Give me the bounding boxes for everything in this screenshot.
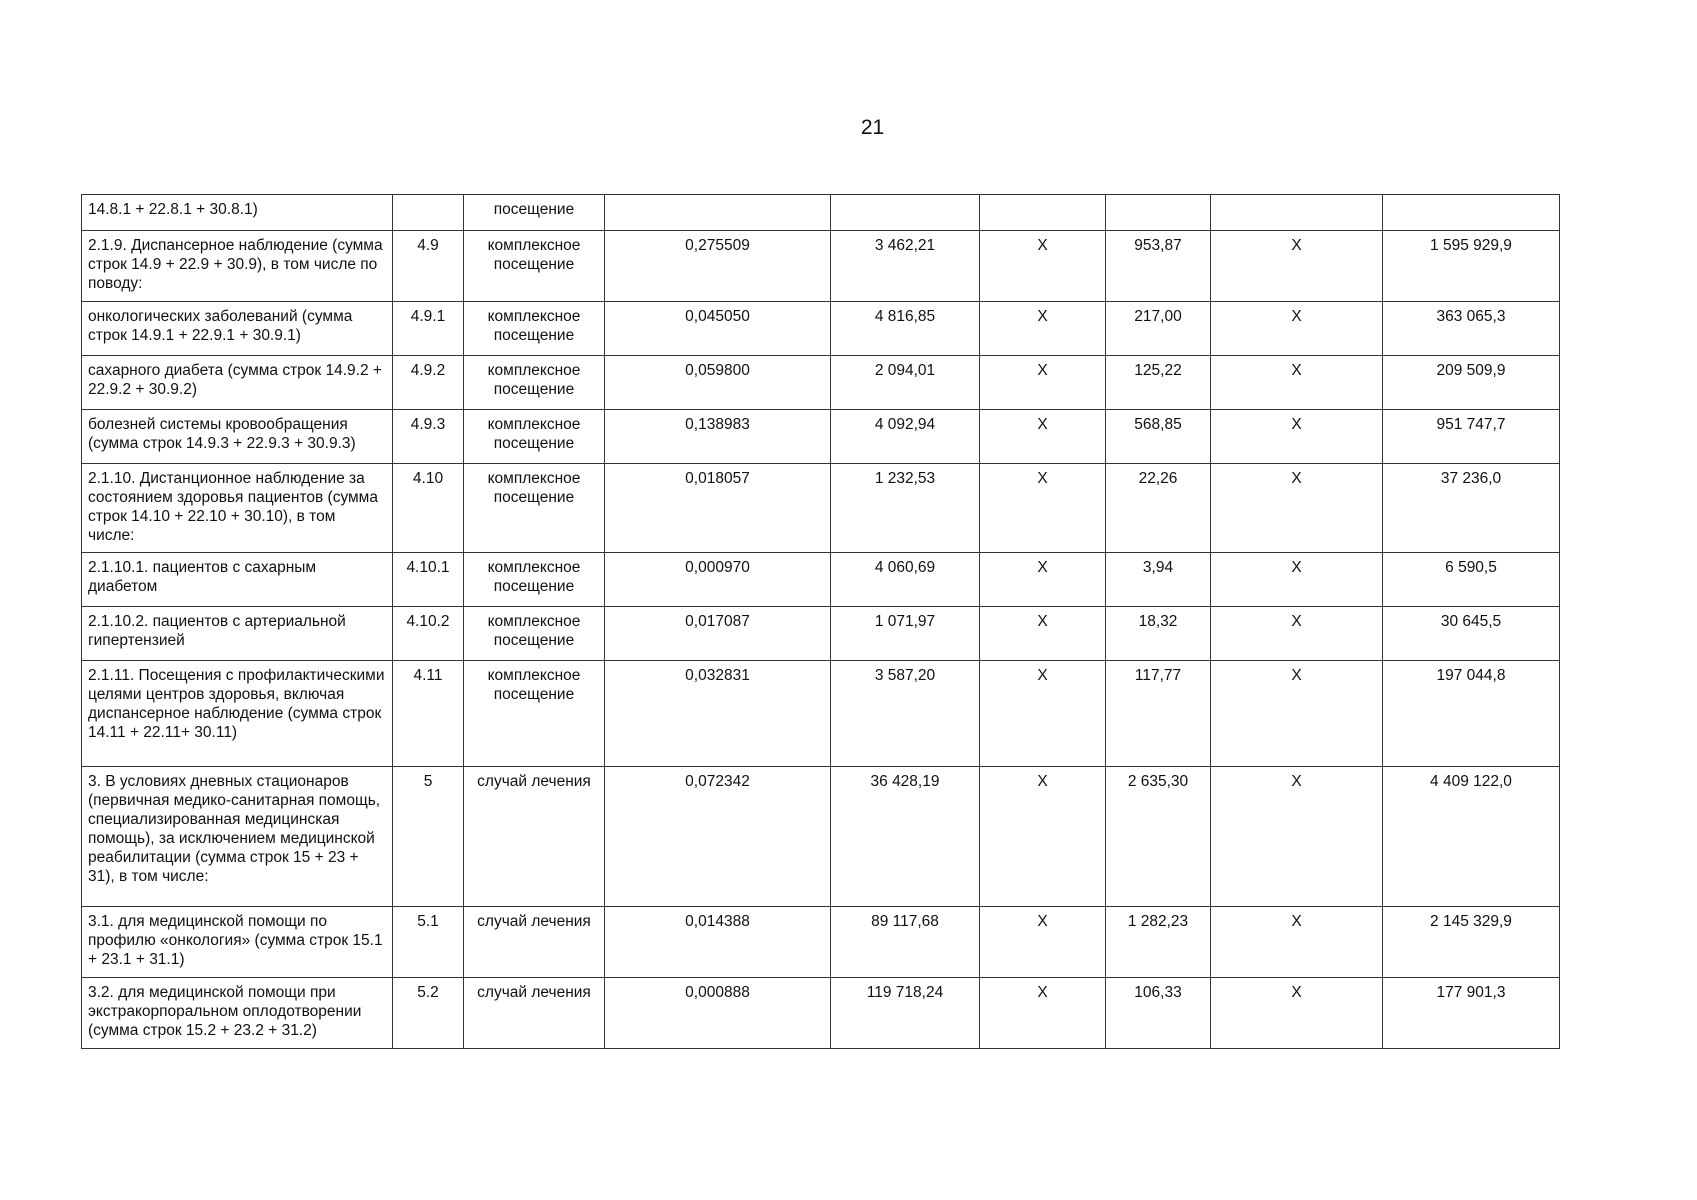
table-row: [82, 410, 1560, 464]
row-x2-cell: Х: [1211, 231, 1383, 302]
row-cost-cell: 4 060,69: [831, 553, 980, 607]
table-row: [82, 661, 1560, 767]
row-code-cell: 5.2: [393, 978, 464, 1049]
row-code-cell: 4.11: [393, 661, 464, 767]
row-per-capita-cell: 953,87: [1106, 231, 1211, 302]
table-row: [82, 231, 1560, 302]
row-norm-cell: 0,014388: [605, 907, 831, 978]
row-name-cell: 3.2. для медицинской помощи при экстракорпоральном оплодотворении (сумма строк 15.2 + 23.2 + 31.2): [82, 978, 393, 1049]
row-norm-cell: 0,000888: [605, 978, 831, 1049]
row-code-cell: 4.9.3: [393, 410, 464, 464]
row-x2-cell: Х: [1211, 302, 1383, 356]
row-unit-cell: посещение: [464, 195, 605, 231]
row-x2-cell: Х: [1211, 978, 1383, 1049]
row-x2-cell: Х: [1211, 464, 1383, 553]
row-cost-cell: 4 092,94: [831, 410, 980, 464]
row-name-cell: сахарного диабета (сумма строк 14.9.2 + 22.9.2 + 30.9.2): [82, 356, 393, 410]
row-x2-cell: Х: [1211, 410, 1383, 464]
row-code-cell: 4.10: [393, 464, 464, 553]
row-x1-cell: [980, 195, 1106, 231]
row-code-cell: 4.10.2: [393, 607, 464, 661]
row-cost-cell: 1 232,53: [831, 464, 980, 553]
table-row: [82, 553, 1560, 607]
row-x1-cell: Х: [980, 302, 1106, 356]
row-total-cell: 2 145 329,9: [1383, 907, 1560, 978]
row-norm-cell: 0,017087: [605, 607, 831, 661]
row-x2-cell: Х: [1211, 553, 1383, 607]
row-unit-cell: комплексное посещение: [464, 607, 605, 661]
row-total-cell: [1383, 195, 1560, 231]
row-unit-cell: комплексное посещение: [464, 410, 605, 464]
row-total-cell: 197 044,8: [1383, 661, 1560, 767]
row-code-cell: 4.10.1: [393, 553, 464, 607]
table-row: [82, 195, 1560, 231]
row-x1-cell: Х: [980, 356, 1106, 410]
row-cost-cell: [831, 195, 980, 231]
row-total-cell: 209 509,9: [1383, 356, 1560, 410]
row-name-cell: 3. В условиях дневных стационаров (первичная медико-санитарная помощь, специализированная медицинская помощь), за исключением медицинской реабилитации (сумма строк 15 + 23 + 31), в том числе:: [82, 767, 393, 907]
row-name-cell: 3.1. для медицинской помощи по профилю «онкология» (сумма строк 15.1 + 23.1 + 31.1): [82, 907, 393, 978]
row-name-cell: онкологических заболеваний (сумма строк 14.9.1 + 22.9.1 + 30.9.1): [82, 302, 393, 356]
row-x1-cell: Х: [980, 553, 1106, 607]
table-row: [82, 767, 1560, 907]
row-x1-cell: Х: [980, 231, 1106, 302]
row-code-cell: 5.1: [393, 907, 464, 978]
row-norm-cell: 0,059800: [605, 356, 831, 410]
page-number: 21: [860, 116, 885, 139]
row-per-capita-cell: 217,00: [1106, 302, 1211, 356]
row-unit-cell: комплексное посещение: [464, 302, 605, 356]
row-unit-cell: комплексное посещение: [464, 231, 605, 302]
row-per-capita-cell: 3,94: [1106, 553, 1211, 607]
row-per-capita-cell: 568,85: [1106, 410, 1211, 464]
row-norm-cell: 0,000970: [605, 553, 831, 607]
row-code-cell: 4.9.1: [393, 302, 464, 356]
row-total-cell: 1 595 929,9: [1383, 231, 1560, 302]
row-unit-cell: случай лечения: [464, 907, 605, 978]
row-code-cell: 5: [393, 767, 464, 907]
row-name-cell: 2.1.10. Дистанционное наблюдение за состоянием здоровья пациентов (сумма строк 14.10 + 22.10 + 30.10), в том числе:: [82, 464, 393, 553]
row-unit-cell: комплексное посещение: [464, 464, 605, 553]
row-total-cell: 951 747,7: [1383, 410, 1560, 464]
row-x1-cell: Х: [980, 978, 1106, 1049]
row-x1-cell: Х: [980, 767, 1106, 907]
row-name-cell: 2.1.10.1. пациентов с сахарным диабетом: [82, 553, 393, 607]
row-unit-cell: случай лечения: [464, 978, 605, 1049]
row-code-cell: 4.9.2: [393, 356, 464, 410]
row-total-cell: 177 901,3: [1383, 978, 1560, 1049]
row-cost-cell: 36 428,19: [831, 767, 980, 907]
row-cost-cell: 1 071,97: [831, 607, 980, 661]
row-cost-cell: 3 462,21: [831, 231, 980, 302]
row-total-cell: 4 409 122,0: [1383, 767, 1560, 907]
row-total-cell: 37 236,0: [1383, 464, 1560, 553]
row-name-cell: 2.1.11. Посещения с профилактическими целями центров здоровья, включая диспансерное наблюдение (сумма строк 14.11 + 22.11+ 30.11): [82, 661, 393, 767]
table-row: [82, 907, 1560, 978]
row-total-cell: 363 065,3: [1383, 302, 1560, 356]
row-x1-cell: Х: [980, 410, 1106, 464]
row-norm-cell: 0,138983: [605, 410, 831, 464]
row-cost-cell: 89 117,68: [831, 907, 980, 978]
row-per-capita-cell: 18,32: [1106, 607, 1211, 661]
row-norm-cell: 0,032831: [605, 661, 831, 767]
row-per-capita-cell: [1106, 195, 1211, 231]
row-per-capita-cell: 22,26: [1106, 464, 1211, 553]
row-code-cell: 4.9: [393, 231, 464, 302]
row-x1-cell: Х: [980, 464, 1106, 553]
row-norm-cell: 0,018057: [605, 464, 831, 553]
row-x2-cell: [1211, 195, 1383, 231]
row-cost-cell: 3 587,20: [831, 661, 980, 767]
row-cost-cell: 4 816,85: [831, 302, 980, 356]
row-norm-cell: 0,045050: [605, 302, 831, 356]
row-norm-cell: 0,275509: [605, 231, 831, 302]
row-per-capita-cell: 117,77: [1106, 661, 1211, 767]
row-x2-cell: Х: [1211, 607, 1383, 661]
row-norm-cell: [605, 195, 831, 231]
row-per-capita-cell: 2 635,30: [1106, 767, 1211, 907]
row-code-cell: [393, 195, 464, 231]
row-x1-cell: Х: [980, 607, 1106, 661]
row-x2-cell: Х: [1211, 907, 1383, 978]
row-cost-cell: 119 718,24: [831, 978, 980, 1049]
row-x2-cell: Х: [1211, 661, 1383, 767]
row-name-cell: 14.8.1 + 22.8.1 + 30.8.1): [82, 195, 393, 231]
table-row: [82, 607, 1560, 661]
row-x1-cell: Х: [980, 661, 1106, 767]
row-total-cell: 6 590,5: [1383, 553, 1560, 607]
row-unit-cell: комплексное посещение: [464, 356, 605, 410]
data-table: [81, 194, 1560, 1049]
row-cost-cell: 2 094,01: [831, 356, 980, 410]
row-x2-cell: Х: [1211, 356, 1383, 410]
table-body: [82, 195, 1560, 1049]
row-name-cell: 2.1.10.2. пациентов с артериальной гипертензией: [82, 607, 393, 661]
table-row: [82, 978, 1560, 1049]
row-name-cell: 2.1.9. Диспансерное наблюдение (сумма строк 14.9 + 22.9 + 30.9), в том числе по поводу:: [82, 231, 393, 302]
row-x1-cell: Х: [980, 907, 1106, 978]
row-unit-cell: случай лечения: [464, 767, 605, 907]
row-per-capita-cell: 106,33: [1106, 978, 1211, 1049]
table-row: [82, 356, 1560, 410]
row-unit-cell: комплексное посещение: [464, 553, 605, 607]
row-x2-cell: Х: [1211, 767, 1383, 907]
table-row: [82, 302, 1560, 356]
row-name-cell: болезней системы кровообращения (сумма строк 14.9.3 + 22.9.3 + 30.9.3): [82, 410, 393, 464]
row-total-cell: 30 645,5: [1383, 607, 1560, 661]
table-row: [82, 464, 1560, 553]
row-per-capita-cell: 125,22: [1106, 356, 1211, 410]
row-norm-cell: 0,072342: [605, 767, 831, 907]
row-unit-cell: комплексное посещение: [464, 661, 605, 767]
row-per-capita-cell: 1 282,23: [1106, 907, 1211, 978]
